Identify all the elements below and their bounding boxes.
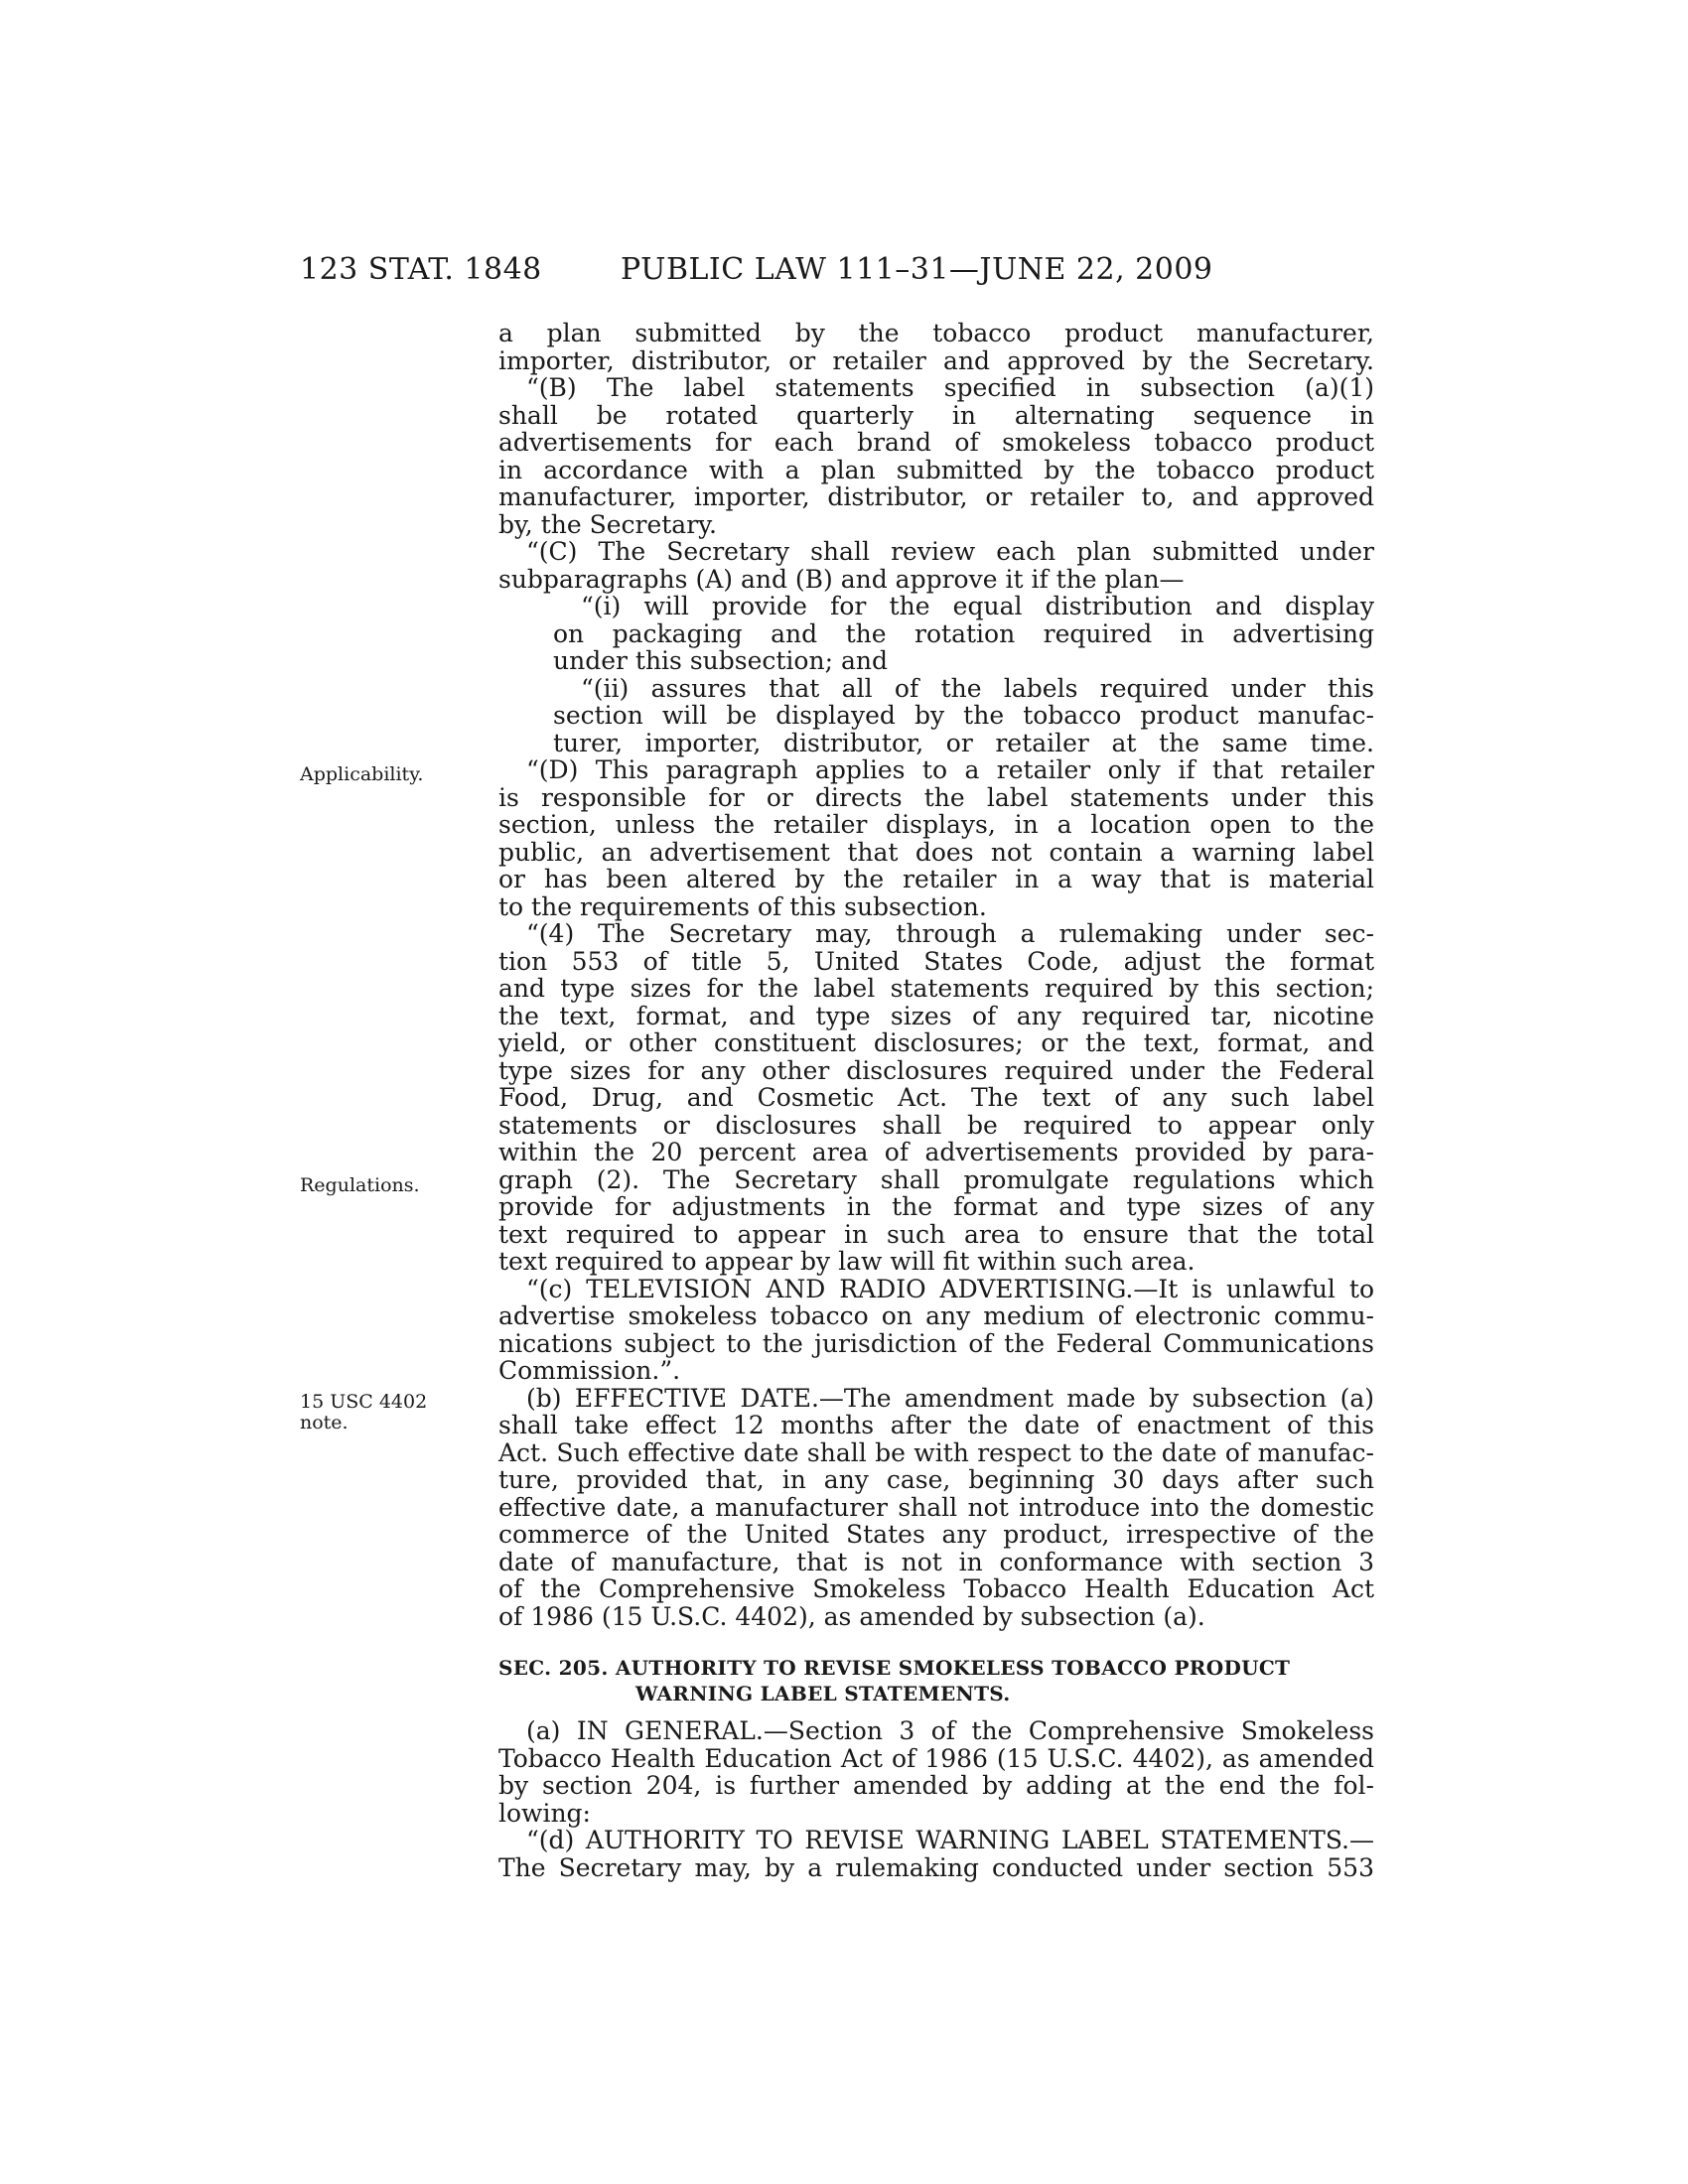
body-line: ture, provided that, in any case, beginning 30 days after such — [498, 1465, 1374, 1494]
body-line: tion 553 of title 5, United States Code, adjust the format — [498, 947, 1374, 976]
body-line: turer, importer, distributor, or retailer at the same time. — [553, 729, 1374, 757]
body-line: of 1986 (15 U.S.C. 4402), as amended by subsection (a). — [498, 1602, 1205, 1631]
body-line: is responsible for or directs the label statements under this — [498, 783, 1374, 812]
body-line: advertise smokeless tobacco on any medium of electronic commu- — [498, 1301, 1374, 1330]
body-line: section, unless the retailer displays, in a location open to the — [498, 810, 1374, 839]
body-line: (b) EFFECTIVE DATE.—The amendment made by subsection (a) — [526, 1384, 1374, 1413]
body-line: within the 20 percent area of advertisements provided by para- — [498, 1138, 1374, 1166]
body-line: yield, or other constituent disclosures; or the text, format, and — [498, 1028, 1374, 1057]
margin-note-regulations: Regulations. — [300, 1174, 420, 1196]
page-header-stat: 123 STAT. 1848 — [300, 252, 542, 287]
body-line: provide for adjustments in the format and type sizes of any — [498, 1192, 1374, 1221]
body-line: Act. Such effective date shall be with respect to the date of manufac- — [498, 1438, 1374, 1467]
body-line: Food, Drug, and Cosmetic Act. The text of any such label — [498, 1083, 1374, 1112]
body-line: graph (2). The Secretary shall promulgate regulations which — [498, 1165, 1374, 1194]
body-line: type sizes for any other disclosures required under the Federal — [498, 1056, 1374, 1085]
body-line: in accordance with a plan submitted by the tobacco product — [498, 456, 1374, 484]
body-line: shall be rotated quarterly in alternating sequence in — [498, 401, 1374, 430]
body-line: lowing: — [498, 1799, 591, 1828]
body-line: to the requirements of this subsection. — [498, 892, 987, 921]
body-line: “(C) The Secretary shall review each plan submitted under — [526, 537, 1374, 566]
body-line: commerce of the United States any product, irrespective of the — [498, 1520, 1374, 1549]
page-header-law: PUBLIC LAW 111–31—JUNE 22, 2009 — [621, 252, 1213, 287]
body-line: subparagraphs (A) and (B) and approve it if the plan— — [498, 565, 1185, 594]
body-line: (a) IN GENERAL.—Section 3 of the Comprehensive Smokeless — [526, 1716, 1374, 1745]
body-line: public, an advertisement that does not contain a warning label — [498, 838, 1374, 867]
margin-note-applicability: Applicability. — [300, 763, 424, 785]
section-heading-line1: SEC. 205. AUTHORITY TO REVISE SMOKELESS TOBACCO PRODUCT — [498, 1656, 1291, 1680]
body-line: “(i) will provide for the equal distribution and display — [581, 592, 1374, 620]
body-line: by, the Secretary. — [498, 510, 717, 539]
body-line: on packaging and the rotation required in advertising — [553, 619, 1374, 648]
body-line: of the Comprehensive Smokeless Tobacco Health Education Act — [498, 1574, 1374, 1603]
section-heading-line2: WARNING LABEL STATEMENTS. — [635, 1682, 1011, 1706]
body-line: importer, distributor, or retailer and approved by the Secretary. — [498, 346, 1374, 375]
body-line: date of manufacture, that is not in conformance with section 3 — [498, 1548, 1374, 1576]
body-line: statements or disclosures shall be required to appear only — [498, 1111, 1374, 1140]
margin-note-usc-note: note. — [300, 1412, 349, 1433]
body-line: by section 204, is further amended by adding at the end the fol- — [498, 1771, 1374, 1800]
body-line: The Secretary may, by a rulemaking conducted under section 553 — [498, 1853, 1374, 1882]
body-line: a plan submitted by the tobacco product manufacturer, — [498, 319, 1374, 347]
body-line: under this subsection; and — [553, 646, 888, 675]
body-line: text required to appear in such area to ensure that the total — [498, 1220, 1374, 1249]
body-line: advertisements for each brand of smokeless tobacco product — [498, 428, 1374, 457]
body-line: effective date, a manufacturer shall not introduce into the domestic — [498, 1493, 1374, 1522]
body-line: “(4) The Secretary may, through a rulemaking under sec- — [526, 919, 1374, 948]
margin-note-usc: 15 USC 4402 — [300, 1391, 428, 1413]
body-line: “(ii) assures that all of the labels required under this — [581, 674, 1374, 703]
body-line: manufacturer, importer, distributor, or retailer to, and approved — [498, 482, 1374, 511]
body-line: “(d) AUTHORITY TO REVISE WARNING LABEL STATEMENTS.— — [526, 1826, 1374, 1854]
body-line: or has been altered by the retailer in a way that is material — [498, 865, 1374, 893]
body-line: text required to appear by law will fit within such area. — [498, 1247, 1196, 1276]
body-line: “(B) The label statements specified in subsection (a)(1) — [526, 373, 1374, 402]
body-line: and type sizes for the label statements required by this section; — [498, 974, 1374, 1003]
body-line: Tobacco Health Education Act of 1986 (15 U.S.C. 4402), as amended — [498, 1744, 1374, 1773]
body-line: “(D) This paragraph applies to a retailer only if that retailer — [526, 755, 1374, 784]
body-line: Commission.”. — [498, 1356, 681, 1385]
body-line: section will be displayed by the tobacco product manufac- — [553, 701, 1374, 730]
body-line: shall take effect 12 months after the date of enactment of this — [498, 1411, 1374, 1439]
body-line: “(c) TELEVISION AND RADIO ADVERTISING.—It is unlawful to — [526, 1275, 1374, 1303]
body-line: nications subject to the jurisdiction of the Federal Communications — [498, 1329, 1374, 1358]
body-line: the text, format, and type sizes of any required tar, nicotine — [498, 1002, 1374, 1030]
